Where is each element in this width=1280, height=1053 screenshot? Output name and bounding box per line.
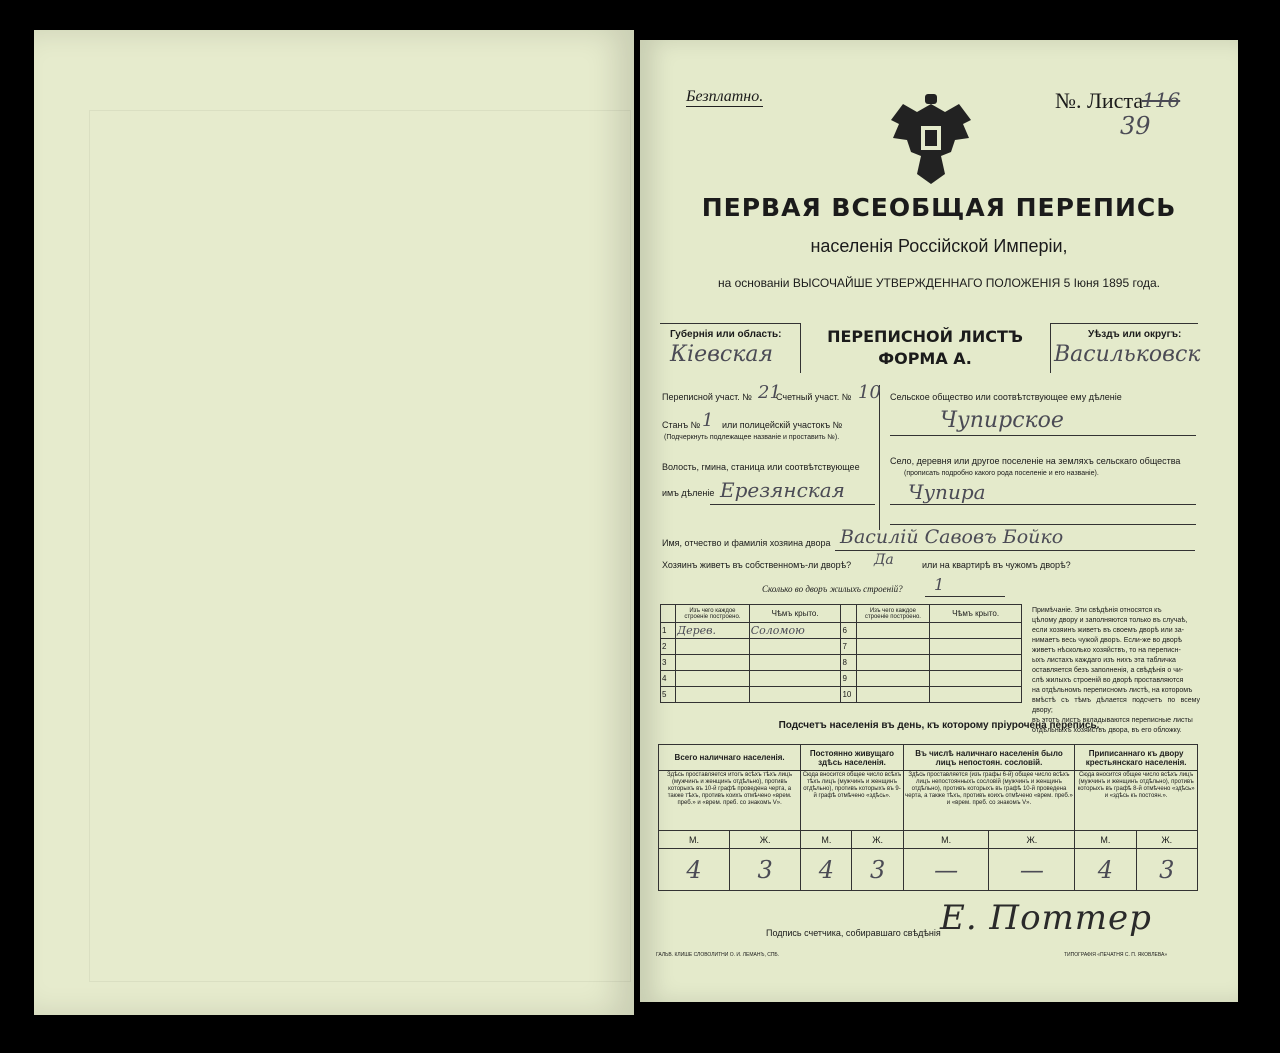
- col-material-left: Изъ чего каждое строеніе построено.: [676, 605, 750, 623]
- sheet-title: ПЕРЕПИСНОЙ ЛИСТЪ: [827, 327, 1023, 346]
- tally-4-zh: 3: [1136, 849, 1197, 891]
- village-note: (прописать подробно какого рода поселеніе и его названіе).: [904, 470, 1099, 477]
- double-headed-eagle-emblem: [885, 90, 977, 190]
- signature-label: Подпись счетчика, собиравшаго свѣдѣнія: [766, 928, 941, 938]
- tally-col-1-head: Всего наличнаго населенія.: [659, 745, 801, 771]
- left-page: [34, 30, 634, 1015]
- col-roof-left: Чѣмъ крыто.: [749, 605, 841, 623]
- uezd-label: Уѣздъ или округъ:: [1088, 329, 1182, 340]
- tally-col-3-desc: Здѣсь проставляется (изъ графы 6-й) общее число всѣхъ лицъ непостоянныхъ сословій (мужчинъ и женщинъ отдѣльно), противъ которыхъ въ графѣ 10-й проведена черта, а также тѣхъ, противъ коихъ отмѣчено «врем. преб.» и «врем. преб. со знакомъ V».: [903, 771, 1074, 831]
- buildings-value: 1: [934, 575, 945, 594]
- tally-1-m: 4: [659, 849, 730, 891]
- tally-title: Подсчетъ населенія въ день, къ которому пріурочена перепись.: [778, 720, 1100, 731]
- volost-label-2: имъ дѣленіе: [662, 488, 715, 498]
- tally-col-2-desc: Сюда вносится общее число всѣхъ тѣхъ лицъ (мужчинъ и женщинъ отдѣльно), противъ которыхъ въ 9-й графѣ отмѣчено «здѣсь».: [801, 771, 904, 831]
- owner-lives-value: Да: [874, 552, 894, 568]
- signature-value: Е. Поттер: [940, 898, 1152, 938]
- main-title: ПЕРВАЯ ВСЕОБЩАЯ ПЕРЕПИСЬ: [701, 193, 1177, 222]
- census-area-label: Переписной участ. №: [662, 392, 752, 402]
- tally-2-m: 4: [801, 849, 852, 891]
- police-label: или полицейскій участокъ №: [722, 420, 843, 430]
- count-area-value: 10: [858, 382, 881, 403]
- table-row: 3 8: [661, 655, 1022, 671]
- census-form-page: [640, 40, 1238, 1002]
- tally-2-zh: 3: [852, 849, 903, 891]
- owner-name-value: Василій Савовъ Бойко: [840, 526, 1064, 548]
- show-through-ghost: [89, 110, 631, 982]
- tally-4-m: 4: [1075, 849, 1136, 891]
- owner-lives-label: Хозяинъ живетъ въ собственномъ-ли дворѣ?: [662, 560, 852, 570]
- buildings-label: Сколько во дворъ жилыхъ строеній?: [762, 584, 903, 594]
- census-area-value: 21: [758, 382, 781, 403]
- village-value: Чупира: [908, 480, 986, 504]
- tally-1-zh: 3: [730, 849, 801, 891]
- volost-value: Ерезянская: [720, 478, 845, 502]
- sheet-number-crossed: 116: [1142, 88, 1181, 112]
- sheet-number-label: №. Листа: [1055, 88, 1144, 113]
- form-title: ФОРМА А.: [878, 349, 972, 368]
- stan-label: Станъ №: [662, 420, 701, 430]
- count-area-label: Счетный участ. №: [776, 392, 852, 402]
- owner-name-label: Имя, отчество и фамилія хозяина двора: [662, 538, 831, 548]
- stan-value: 1: [702, 410, 714, 431]
- footer-left: ГАЛЬВ. КЛИШЕ СЛОВОЛИТНИ О. И. ЛЕМАНЪ, СПБ.: [656, 952, 780, 958]
- society-value: Чупирское: [940, 408, 1064, 433]
- tally-3-zh: —: [989, 849, 1075, 891]
- tally-col-3-head: Въ числѣ наличнаго населенія было лицъ непостоян. сословій.: [903, 745, 1074, 771]
- col-roof-right: Чѣмъ крыто.: [930, 605, 1022, 623]
- tally-values-row: [659, 849, 1198, 891]
- col-material-right: Изъ чего каждое строеніе построено.: [856, 605, 930, 623]
- village-label: Село, деревня или другое поселеніе на земляхъ сельскаго общества: [890, 456, 1181, 466]
- sheet-number-new: 39: [1120, 112, 1151, 140]
- table-row: 5 10: [661, 687, 1022, 703]
- subtitle: населенія Россійской Имперіи,: [810, 236, 1068, 256]
- table-row: 2 7: [661, 639, 1022, 655]
- basis-line: на основаніи ВЫСОЧАЙШЕ УТВЕРЖДЕННАГО ПОЛОЖЕНІЯ 5 Іюня 1895 года.: [717, 276, 1160, 290]
- table-row: 4 9: [661, 671, 1022, 687]
- free-label: Безплатно.: [686, 88, 764, 105]
- uezd-value: Васильковск: [1054, 342, 1201, 367]
- tally-table: Всего наличнаго населенія. Постоянно живущаго здѣсь населенія. Въ числѣ наличнаго населенія было лицъ непостоян. сословій. Приписаннаго къ двору крестьянскаго населенія. Здѣсь проставляется итогъ всѣхъ тѣхъ лицъ (мужчинъ и женщинъ отдѣльно), противъ которыхъ въ 10-й графѣ проведена черта, а также тѣхъ, противъ коихъ отмѣчено «врем. преб.» и «врем. преб. со знакомъ V». Сюда вносится общее число всѣхъ тѣхъ лицъ (мужчинъ и женщинъ отдѣльно), противъ которыхъ въ 9-й графѣ отмѣчено «здѣсь». Здѣсь проставляется (изъ графы 6-й) общее число всѣхъ лицъ непостоянныхъ сословій (мужчинъ и женщинъ отдѣльно), противъ которыхъ въ графѣ 10-й проведена черта, а также тѣхъ, противъ коихъ отмѣчено «врем. преб.» и «врем. преб. со знакомъ V». Сюда вносится общее число всѣхъ лицъ (мужчинъ и женщинъ отдѣльно), противъ которыхъ въ графѣ 8-й отмѣчено «здѣсь» и «здѣсь къ постоян.». М. Ж. М. Ж. М. Ж. М. Ж. 4 3 4 3 — — 4 3: [658, 744, 1198, 891]
- gubernia-value: Кіевская: [670, 342, 774, 367]
- footer-right: ТИПОГРАФІЯ «ПЕЧАТНЯ С. П. ЯКОВЛЕВА»: [1064, 952, 1168, 958]
- table-row: 1 Дерев. Соломою 6: [661, 623, 1022, 639]
- buildings-table: [660, 604, 1022, 703]
- tally-col-2-head: Постоянно живущаго здѣсь населенія.: [801, 745, 904, 771]
- tally-col-4-desc: Сюда вносится общее число всѣхъ лицъ (мужчинъ и женщинъ отдѣльно), противъ которыхъ въ графѣ 8-й отмѣчено «здѣсь» и «здѣсь къ постоян.».: [1075, 771, 1198, 831]
- police-note: (Подчеркнуть подлежащее названіе и проставить №).: [664, 434, 840, 441]
- volost-label: Волость, гмина, станица или соотвѣтствующее: [662, 462, 860, 472]
- gubernia-label: Губернія или область:: [670, 329, 782, 340]
- note-block: Примѣчаніе. Эти свѣдѣнія относятся къ цѣлому двору и заполняются только въ случаѣ, если хозяинъ живетъ въ своемъ дворѣ или за- нимаетъ весь чужой дворъ. Если-же во дворѣ живетъ нѣсколько хозяйствъ, то на переписн- ыхъ листахъ каждаго изъ нихъ эта табличка оставляется безъ заполненія, а свѣдѣнія о чи- слѣ жилыхъ строеній во дворѣ проставляются на отдѣльномъ переписномъ листѣ, на которомъ вмѣстѣ съ тѣмъ дѣлается подсчетъ по всему двору; въ этотъ листъ вкладываются переписные листы отдѣльныхъ хозяйствъ двора, въ его обложку.: [1032, 607, 1200, 734]
- society-label: Сельское общество или соотвѣтствующее ему дѣленіе: [890, 392, 1122, 402]
- tally-col-4-head: Приписаннаго къ двору крестьянскаго населенія.: [1075, 745, 1198, 771]
- owner-rent-label: или на квартирѣ въ чужомъ дворѣ?: [922, 560, 1071, 570]
- tally-col-1-desc: Здѣсь проставляется итогъ всѣхъ тѣхъ лицъ (мужчинъ и женщинъ отдѣльно), противъ которыхъ въ 10-й графѣ проведена черта, а также тѣхъ, противъ коихъ отмѣчено «врем. преб.» и «врем. преб. со знакомъ V».: [659, 771, 801, 831]
- tally-3-m: —: [903, 849, 989, 891]
